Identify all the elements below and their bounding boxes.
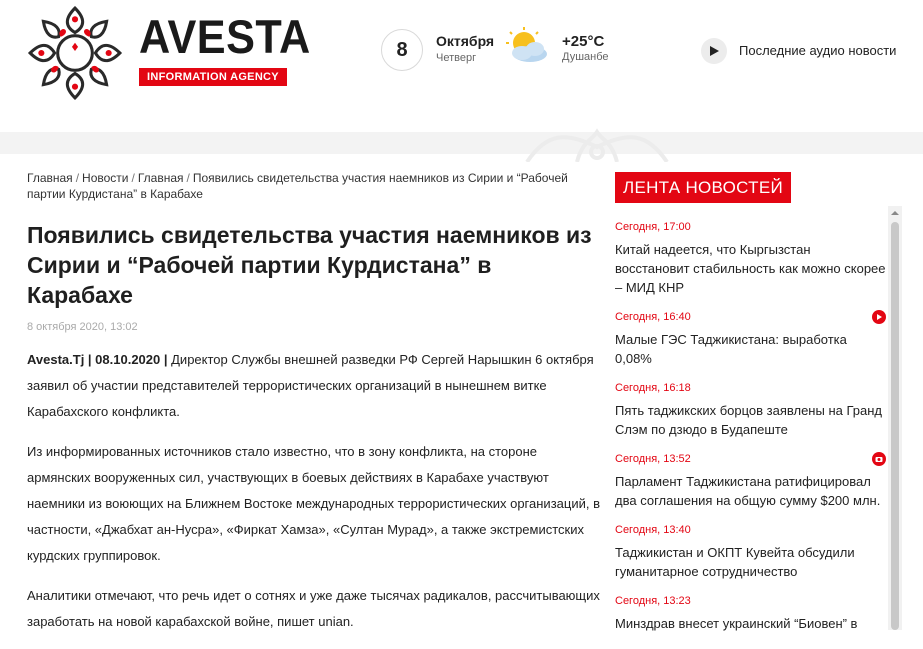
article-date: 8 октября 2020, 13:02 <box>27 321 138 333</box>
news-headline[interactable]: Парламент Таджикистана ратифицировал два соглашения на общую сумму $200 млн. <box>615 474 881 508</box>
article-title: Появились свидетельства участия наемников из Сирии и “Рабочей партии Курдистана” в Карабахе <box>27 222 592 308</box>
news-feed-item[interactable] <box>615 523 887 581</box>
site-header <box>0 0 923 132</box>
news-time: Сегодня, 13:52 <box>615 453 691 465</box>
date-day-number: 8 <box>381 29 423 71</box>
news-time: Сегодня, 17:00 <box>615 221 691 233</box>
scroll-up-arrow-icon[interactable] <box>888 206 902 220</box>
article-paragraph-text: Директор Службы внешней разведки РФ Сергей Нарышкин 6 октября заявил об участии представителей террористических организаций в нынешнем витке Карабахского конфликта. <box>27 352 594 419</box>
date-month: Октября <box>436 33 495 49</box>
article-body <box>27 347 607 635</box>
temperature: +25°C <box>562 33 605 50</box>
city: Душанбе <box>562 51 609 63</box>
date-weekday: Четверг <box>436 52 477 64</box>
camera-icon[interactable] <box>872 452 886 466</box>
breadcrumb-separator: / <box>131 171 135 185</box>
breadcrumb-current: Появились свидетельства участия наемников из Сирии и “Рабочей партии Курдистана” в Карабахе <box>27 171 568 201</box>
news-feed-item[interactable] <box>615 594 887 633</box>
article-paragraph <box>27 347 603 425</box>
news-headline[interactable]: Малые ГЭС Таджикистана: выработка 0,08% <box>615 332 847 366</box>
news-feed-item[interactable] <box>615 381 887 439</box>
news-headline[interactable]: Пять таджикских борцов заявлены на Гранд Слэм по дзюдо в Будапеште <box>615 403 882 437</box>
article-paragraph: Из информированных источников стало известно, что в зону конфликта, на стороне армянских вооруженных сил, участвующих в боевых действиях в Карабахе участвуют наемники из воюющих на Ближнем Востоке международных террористических организаций, в частности, «Джабхат ан-Нусра», «Фиркат Хамза», «Султан Мурад», а также экстремистских курдских группировок. <box>27 444 600 563</box>
breadcrumb-news[interactable]: Новости <box>82 171 129 185</box>
article-column <box>27 170 607 649</box>
brand[interactable] <box>139 10 326 86</box>
video-play-icon[interactable] <box>872 310 886 324</box>
play-icon <box>710 46 719 56</box>
news-time: Сегодня, 13:40 <box>615 524 691 536</box>
news-feed-list <box>615 220 887 646</box>
partly-sunny-icon <box>502 26 550 66</box>
ornament-emblem-icon[interactable] <box>24 2 126 104</box>
news-headline[interactable]: Таджикистан и ОКПТ Кувейта обсудили гуманитарное сотрудничество <box>615 545 855 579</box>
news-time: Сегодня, 13:23 <box>615 595 691 607</box>
news-feed-item[interactable] <box>615 220 887 297</box>
scrollbar-thumb[interactable] <box>891 222 899 630</box>
news-feed-sidebar <box>615 172 905 631</box>
news-feed-item[interactable] <box>615 310 887 368</box>
news-time: Сегодня, 16:40 <box>615 311 691 323</box>
breadcrumb-main[interactable]: Главная <box>137 171 184 185</box>
breadcrumb-separator: / <box>186 171 190 185</box>
header-band <box>0 132 923 154</box>
brand-tagline: INFORMATION AGENCY <box>139 68 287 86</box>
brand-name: AVESTA <box>139 10 311 63</box>
news-headline[interactable]: Китай надеется, что Кыргызстан восстановит стабильность как можно скорее – МИД КНР <box>615 242 886 295</box>
audio-news-link[interactable]: Последние аудио новости <box>739 43 897 58</box>
breadcrumb-home[interactable]: Главная <box>27 171 73 185</box>
news-feed-item[interactable] <box>615 452 887 510</box>
news-time: Сегодня, 16:18 <box>615 382 691 394</box>
breadcrumb <box>27 170 605 202</box>
audio-play-button[interactable] <box>701 38 727 64</box>
news-feed-title: ЛЕНТА НОВОСТЕЙ <box>615 172 791 203</box>
news-headline[interactable]: Минздрав внесет украинский “Биовен” в <box>615 616 858 631</box>
news-feed-scrollbar[interactable] <box>888 206 902 630</box>
article-paragraph: Аналитики отмечают, что речь идет о сотнях и уже даже тысячах радикалов, рассчитывающих заработать на новой карабахской войне, пишет unian. <box>27 588 600 629</box>
breadcrumb-separator: / <box>75 171 80 185</box>
article-lead-source: Avesta.Tj | 08.10.2020 | <box>27 352 168 367</box>
band-ornament-icon <box>517 122 677 162</box>
